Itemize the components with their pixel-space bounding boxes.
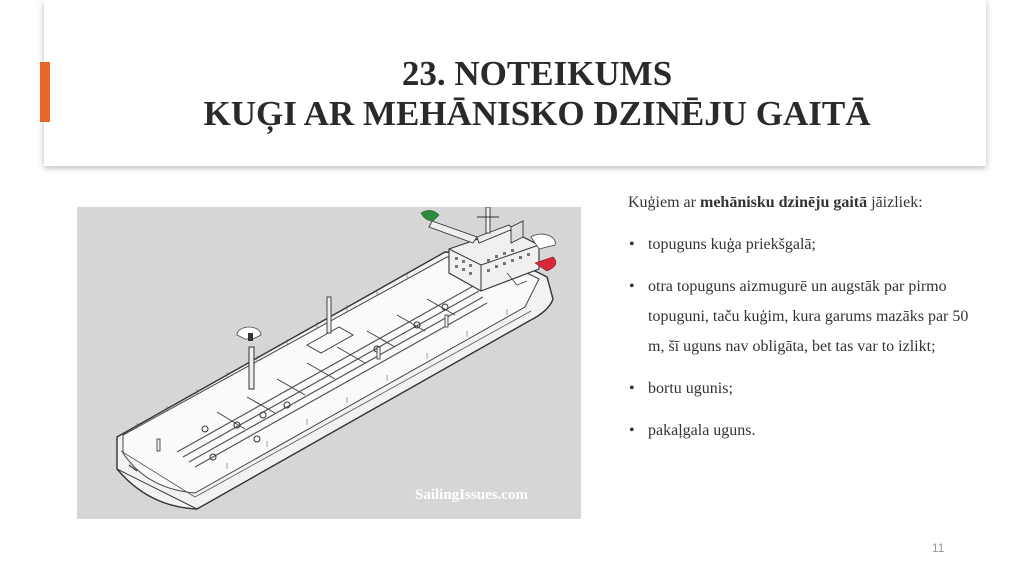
bullet-dot: • (629, 236, 635, 253)
intro-paragraph (628, 188, 978, 218)
rules-list (628, 230, 978, 446)
bullet-dot: • (629, 422, 635, 439)
list-item (628, 272, 978, 362)
list-item-text: otra topuguns aizmugurē un augstāk par pirmo topuguni, taču kuģim, kura garums mazāks par 50 m, šī uguns nav obligāta, bet tas var to izlikt; (648, 278, 969, 355)
aft-mast (486, 207, 490, 233)
list-item (628, 374, 978, 404)
ship-illustration (77, 207, 581, 519)
intro-suffix: jāizliek: (867, 194, 923, 211)
page-number: 11 (932, 541, 945, 555)
title-line-2: KUĢI AR MEHĀNISKO DZINĒJU GAITĀ (203, 94, 871, 133)
slide-body-text (628, 188, 978, 458)
list-item-text: topuguns kuģa priekšgalā; (648, 236, 816, 253)
starboard-light (421, 210, 439, 221)
accent-bar (40, 62, 50, 122)
list-item-text: bortu ugunis; (648, 380, 733, 397)
list-item (628, 416, 978, 446)
tanker-drawing (77, 207, 581, 519)
bullet-dot: • (629, 278, 635, 295)
intro-bold: mehānisku dzinēju gaitā (699, 194, 868, 211)
forward-masthead-light (237, 327, 261, 341)
forward-mast (249, 347, 254, 389)
title-line-1: 23. NOTEIKUMS (401, 54, 673, 93)
intro-prefix: Kuģiem ar (628, 194, 700, 211)
image-watermark: SailingIssues.com (415, 487, 528, 503)
list-item (628, 230, 978, 260)
slide-title (50, 54, 1024, 134)
bullet-dot: • (629, 380, 635, 397)
list-item-text: pakaļgala uguns. (648, 422, 756, 439)
